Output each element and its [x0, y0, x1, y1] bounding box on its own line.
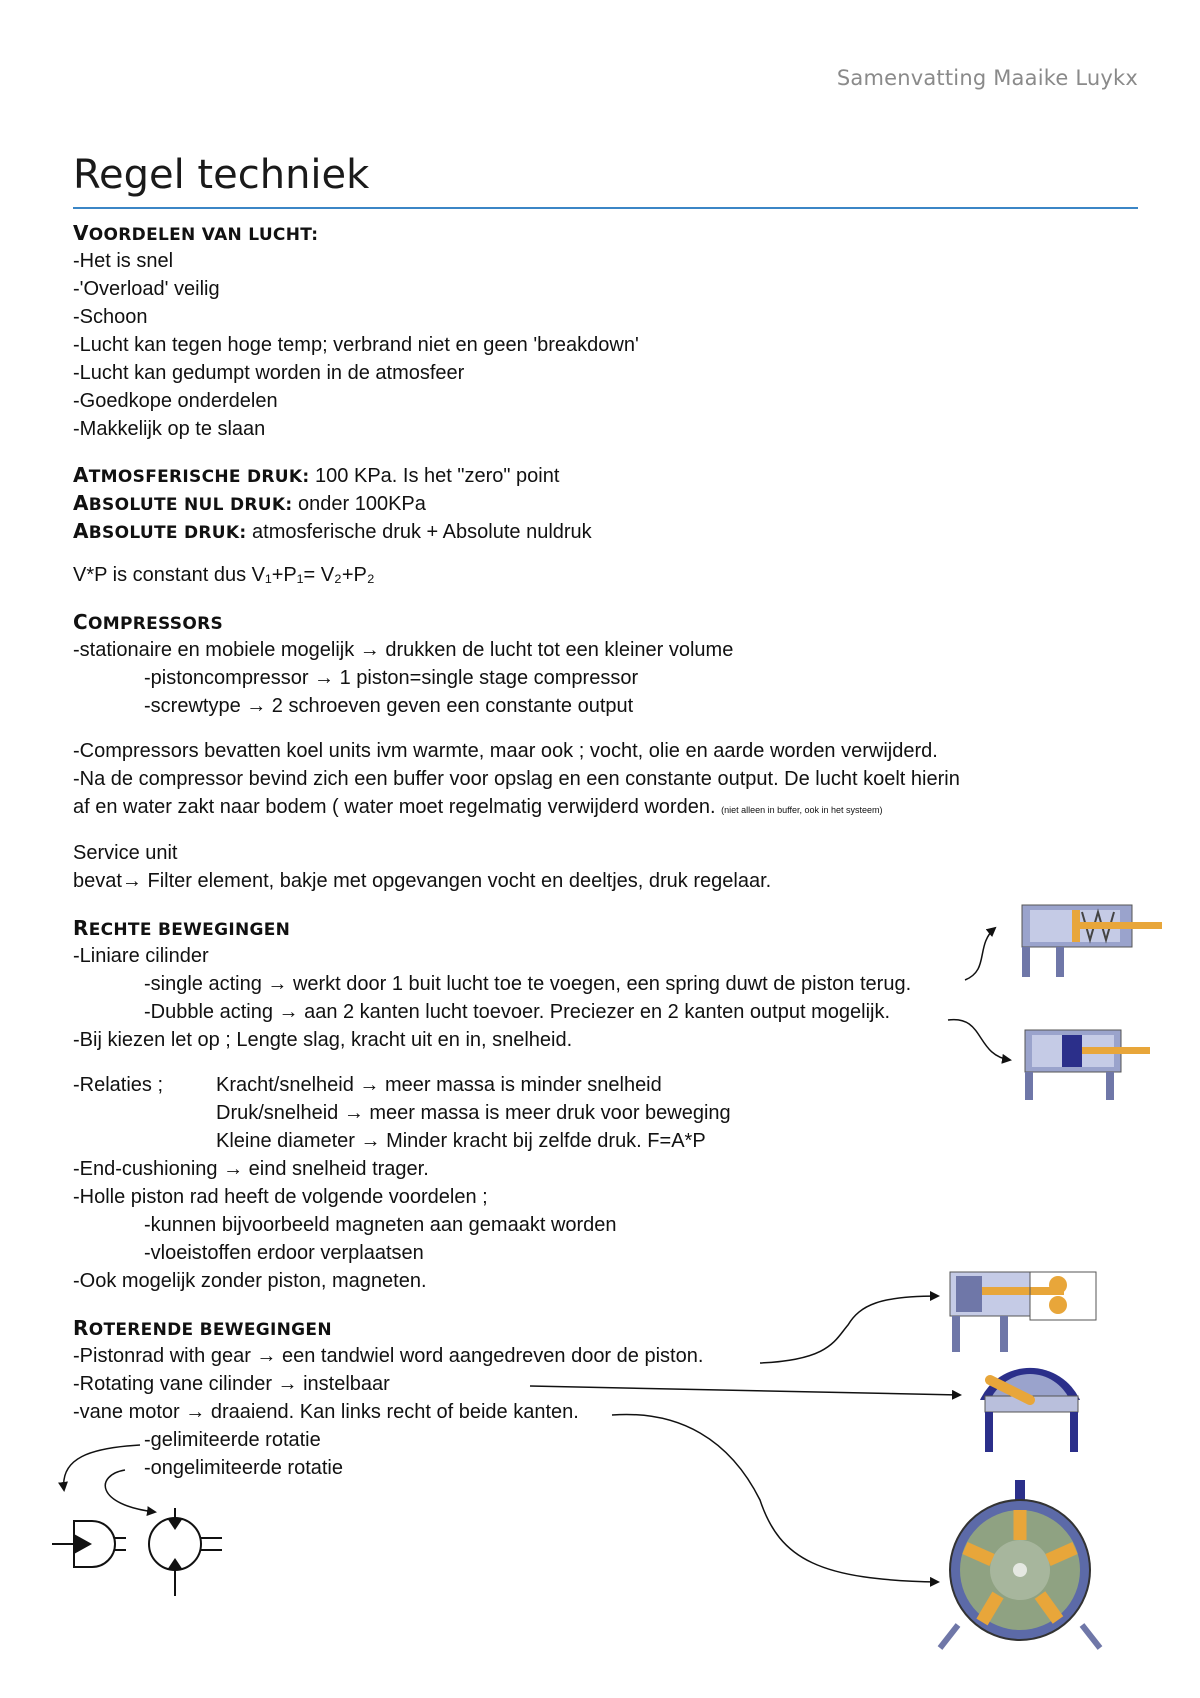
text-line: -stationaire en mobiele mogelijk → drukken de lucht tot een kleiner volume [73, 639, 734, 661]
text-line: Druk/snelheid → meer massa is meer druk voor beweging [216, 1102, 731, 1124]
heading-rest: ECHTE BEWEGINGEN [88, 920, 291, 940]
list-item: -Lucht kan tegen hoge temp; verbrand niet en geen 'breakdown' [73, 334, 639, 356]
list-item: -Goedkope onderdelen [73, 390, 278, 412]
def-term: BSOLUTE DRUK: [88, 523, 247, 543]
heading-cap: R [73, 916, 89, 940]
formula: V*P is constant dus V₁+P₁= V₂+P₂ [73, 564, 375, 586]
heading-rest: OTERENDE BEWEGINGEN [88, 1320, 332, 1340]
text-line: -Rotating vane cilinder → instelbaar [73, 1373, 390, 1395]
curved-arrow [760, 1296, 938, 1363]
heading-cap: C [73, 610, 88, 634]
text-line: -Dubble acting → aan 2 kanten lucht toevoer. Preciezer en 2 kanten output mogelijk. [144, 1001, 891, 1023]
text-line: -pistoncompressor → 1 piston=single stage compressor [144, 667, 639, 689]
def-cap: A [73, 519, 89, 543]
heading-cap: V [73, 221, 89, 245]
text-line: -Pistonrad with gear → een tandwiel word aangedreven door de piston. [73, 1345, 704, 1367]
text-line: -screwtype → 2 schroeven geven een constante output [144, 695, 634, 717]
text-line: -vloeistoffen erdoor verplaatsen [144, 1242, 424, 1264]
curved-arrow [105, 1470, 155, 1512]
text-line: -Ook mogelijk zonder piston, magneten. [73, 1270, 427, 1292]
text-line: -vane motor → draaiend. Kan links recht of beide kanten. [73, 1401, 579, 1423]
curved-arrow [64, 1445, 140, 1490]
text-line: -single acting → werkt door 1 buit lucht toe te voegen, een spring duwt de piston terug. [144, 973, 912, 995]
text-line: -End-cushioning → eind snelheid trager. [73, 1158, 429, 1180]
heading-rest: OMPRESSORS [87, 614, 224, 634]
heading-cap: R [73, 1316, 89, 1340]
text-line: Kleine diameter → Minder kracht bij zelfde druk. F=A*P [216, 1130, 706, 1152]
single-acting-cylinder-image [1022, 905, 1162, 977]
text-line: Kracht/snelheid → meer massa is minder snelheid [216, 1074, 662, 1096]
text-line: -gelimiteerde rotatie [144, 1429, 321, 1451]
def-cap: A [73, 491, 89, 515]
relaties-label: -Relaties ; [73, 1074, 164, 1096]
list-item: -Lucht kan gedumpt worden in de atmosfeer [73, 362, 465, 384]
service-unit-title: Service unit [73, 842, 178, 864]
def-text: 100 KPa. Is het "zero" point [309, 465, 560, 487]
header-author: Samenvatting Maaike Luykx [836, 66, 1138, 90]
text-line: -Liniare cilinder [73, 945, 209, 967]
list-item: -Makkelijk op te slaan [73, 418, 266, 440]
unlimited-rotation-symbol [149, 1508, 222, 1596]
text-main: af en water zakt naar bodem ( water moet regelmatig verwijderd worden. [73, 796, 716, 818]
small-note: (niet alleen in buffer, ook in het systeem) [721, 805, 883, 815]
service-unit-text: bevat→ Filter element, bakje met opgevangen vocht en deeltjes, druk regelaar. [73, 870, 772, 892]
def-text: onder 100KPa [292, 493, 426, 515]
curved-arrow [948, 1020, 1010, 1060]
curved-arrow [612, 1414, 938, 1582]
text-line: -kunnen bijvoorbeeld magneten aan gemaakt worden [144, 1214, 617, 1236]
piston-gear-image [950, 1272, 1096, 1352]
list-item: -Schoon [73, 306, 148, 328]
page-title: Regel techniek [73, 152, 370, 198]
text-line: -Bij kiezen let op ; Lengte slag, kracht uit en in, snelheid. [73, 1029, 573, 1051]
rotating-vane-cylinder-image [980, 1368, 1080, 1452]
def-term: TMOSFERISCHE DRUK: [88, 467, 310, 487]
text-line: -Compressors bevatten koel units ivm warmte, maar ook ; vocht, olie en aarde worden verwijderd. [73, 740, 938, 762]
curved-arrow [965, 928, 995, 980]
def-text: atmosferische druk + Absolute nuldruk [246, 521, 592, 543]
list-item: -'Overload' veilig [73, 278, 220, 300]
def-cap: A [73, 463, 89, 487]
heading-rest: OORDELEN VAN LUCHT: [88, 225, 319, 245]
limited-rotation-symbol [52, 1521, 126, 1567]
text-line: -Holle piston rad heeft de volgende voordelen ; [73, 1186, 488, 1208]
vane-motor-image [940, 1480, 1100, 1648]
text-line: -Na de compressor bevind zich een buffer voor opslag en een constante output. De lucht koelt hierin [73, 768, 960, 790]
double-acting-cylinder-image [1025, 1030, 1150, 1100]
straight-arrow [530, 1386, 960, 1395]
text-line: -ongelimiteerde rotatie [144, 1457, 343, 1479]
list-item: -Het is snel [73, 250, 174, 272]
def-term: BSOLUTE NUL DRUK: [88, 495, 293, 515]
